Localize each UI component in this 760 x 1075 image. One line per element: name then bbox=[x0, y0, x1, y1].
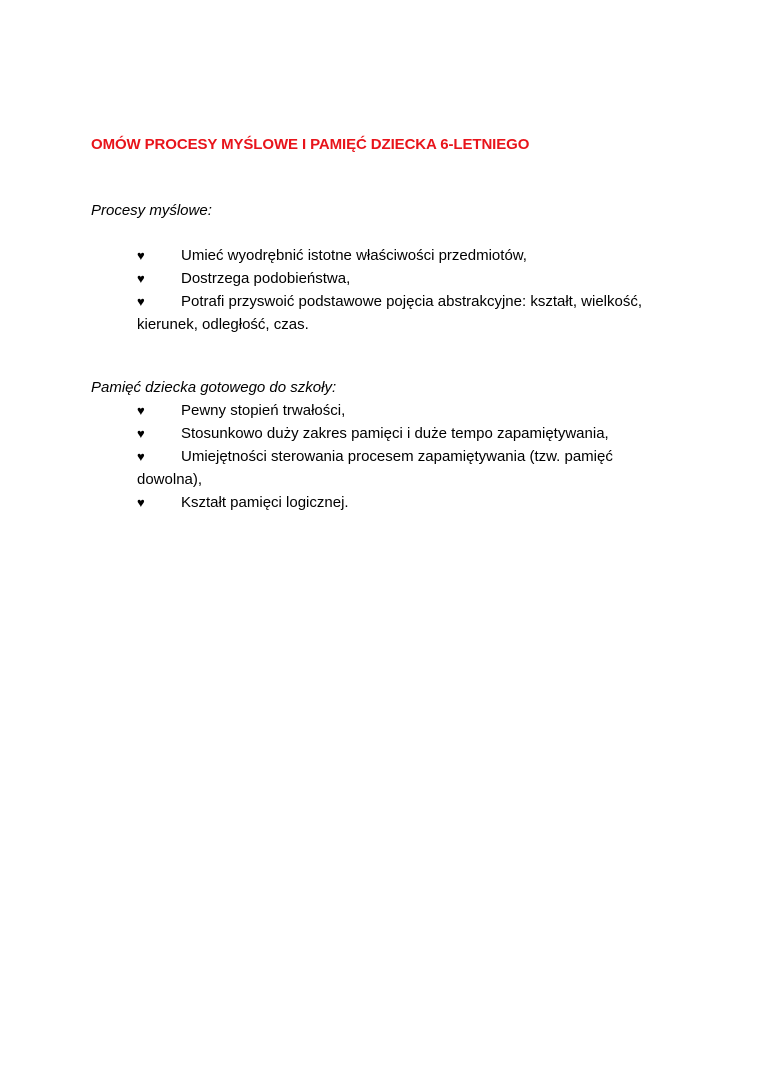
heart-icon: ♥ bbox=[137, 403, 145, 418]
heart-icon: ♥ bbox=[137, 495, 145, 510]
list-item-text: Dostrzega podobieństwa, bbox=[181, 270, 351, 287]
list-item bbox=[137, 491, 677, 514]
heart-icon: ♥ bbox=[137, 248, 145, 263]
list-item bbox=[137, 445, 677, 491]
list-item bbox=[137, 267, 677, 290]
list-item bbox=[137, 399, 677, 422]
heart-icon: ♥ bbox=[137, 426, 145, 441]
section-heading-thinking-processes: Procesy myślowe: bbox=[91, 202, 212, 219]
memory-list bbox=[137, 399, 677, 514]
list-item-text: Umieć wyodrębnić istotne właściwości przedmiotów, bbox=[181, 247, 527, 264]
list-item-text: Umiejętności sterowania procesem zapamiętywania (tzw. pamięć dowolna), bbox=[137, 448, 613, 488]
heart-icon: ♥ bbox=[137, 271, 145, 286]
list-item bbox=[137, 290, 677, 336]
document-title: OMÓW PROCESY MYŚLOWE I PAMIĘĆ DZIECKA 6-LETNIEGO bbox=[91, 136, 530, 153]
thinking-processes-list bbox=[137, 244, 677, 336]
list-item-text: Stosunkowo duży zakres pamięci i duże tempo zapamiętywania, bbox=[181, 425, 609, 442]
heart-icon: ♥ bbox=[137, 294, 145, 309]
list-item-text: Pewny stopień trwałości, bbox=[181, 402, 346, 419]
list-item-text: Potrafi przyswoić podstawowe pojęcia abstrakcyjne: kształt, wielkość, kierunek, odległość, czas. bbox=[137, 293, 643, 333]
section-heading-memory: Pamięć dziecka gotowego do szkoły: bbox=[91, 379, 337, 396]
list-item-text: Kształt pamięci logicznej. bbox=[181, 494, 349, 511]
list-item bbox=[137, 244, 677, 267]
list-item bbox=[137, 422, 677, 445]
heart-icon: ♥ bbox=[137, 449, 145, 464]
